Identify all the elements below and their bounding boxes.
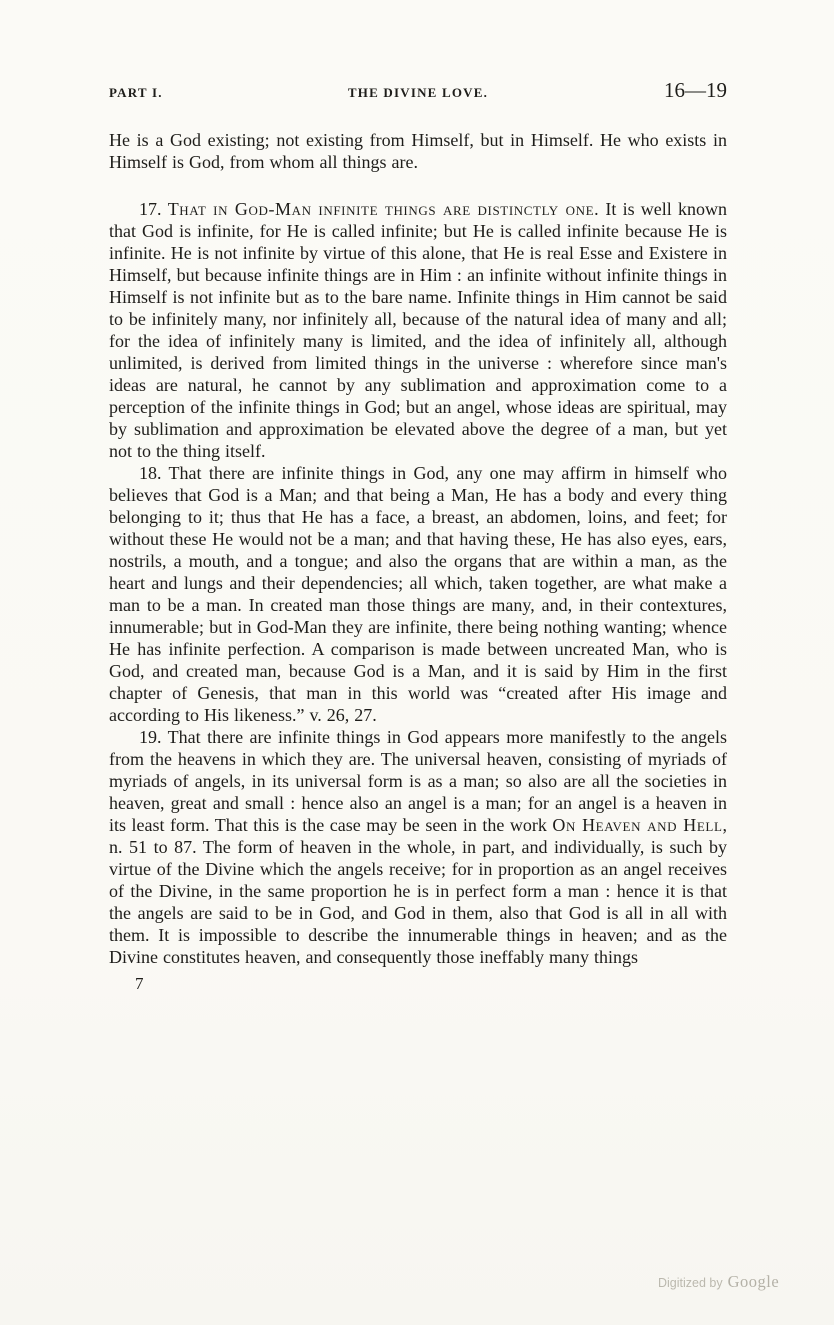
header-part-label: PART I. (109, 85, 163, 100)
paragraph-text: It is well known that God is infinite, for He is called infinite; but He is called infinite because He is infinite. He is not infinite by virtue of this alone, that He is real Esse and Existere in Himself, but because infinite things are in Him : an infinite without infinite things in Himself is not infinite but as to the bare name. Infinite things in Him cannot be said to be infinitely many, nor infinitely all, because of the natural idea of many and all; for the idea of infinitely many is limited, and the idea of infinitely all, although unlimited, is derived from limited things in the universe : wherefore since man's ideas are natural, he cannot by any sublimation and approximation come to a perception of the infinite things in God; but an angel, whose ideas are spiritual, may by sublimation and approximation be elevated above the degree of a man, but yet not to the thing itself. (109, 199, 727, 461)
body-text (109, 129, 727, 968)
paragraph-17 (109, 198, 727, 462)
book-title-smallcaps: On Heaven and Hell (552, 815, 723, 835)
section-number: 17. (139, 199, 168, 219)
paragraph-18 (109, 462, 727, 726)
google-logo-text: Google (727, 1272, 780, 1291)
paragraph-text: 19. That there are infinite things in God appears more manifestly to the angels from the heavens in which they are. The universal heaven, consisting of myriads of myriads of angels, in its universal form is as a man; so also are all the societies in heaven, great and small : hence also an angel is a man; for an angel is a heaven in its least form. That this is the case may be seen in the work (109, 727, 727, 835)
section-heading-smallcaps: That in God-Man infinite things are distinctly one. (167, 199, 600, 219)
header-section-range: 16—19 (664, 78, 727, 102)
watermark-text: Digitized by (658, 1276, 723, 1290)
digitized-by-google-watermark (658, 1272, 779, 1292)
paragraph-text: , n. 51 to 87. The form of heaven in the whole, in part, and individually, is such by virtue of the Divine which the angels receive; for in proportion as an angel receives of the Divine, in the same proportion he is in perfect form a man : hence it is that the angels are said to be in God, and God in them, also that God is all in all with them. It is impossible to describe the innumerable things in heaven; and as the Divine constitutes heaven, and consequently those ineffably many things (109, 815, 727, 967)
header-running-title: THE DIVINE LOVE. (347, 85, 489, 100)
page-content (109, 78, 727, 994)
paragraph-continuation (109, 129, 727, 173)
paragraph-text: He is a God existing; not existing from Himself, but in Himself. He who exists in Himself is God, from whom all things are. (109, 130, 727, 172)
paragraph-19 (109, 726, 727, 968)
page-header (109, 78, 727, 103)
paragraph-text: 18. That there are infinite things in God, any one may affirm in himself who believes that God is a Man; and that being a Man, He has a body and every thing belonging to it; thus that He has a face, a breast, an abdomen, loins, and feet; for without these He would not be a man; and that having these, He has also eyes, ears, nostrils, a mouth, and a tongue; and also the organs that are within a man, as the heart and lungs and their dependencies; all which, taken together, are what make a man to be a man. In created man those things are many, and, in their contextures, innumerable; but in God-Man they are infinite, there being nothing wanting; whence He has infinite perfection. A comparison is made between uncreated Man, who is God, and created man, because God is a Man, and it is said by Him in the first chapter of Genesis, that man in this world was “created after His image and according to His likeness.” v. 26, 27. (109, 463, 727, 725)
page-number: 7 (135, 974, 144, 993)
